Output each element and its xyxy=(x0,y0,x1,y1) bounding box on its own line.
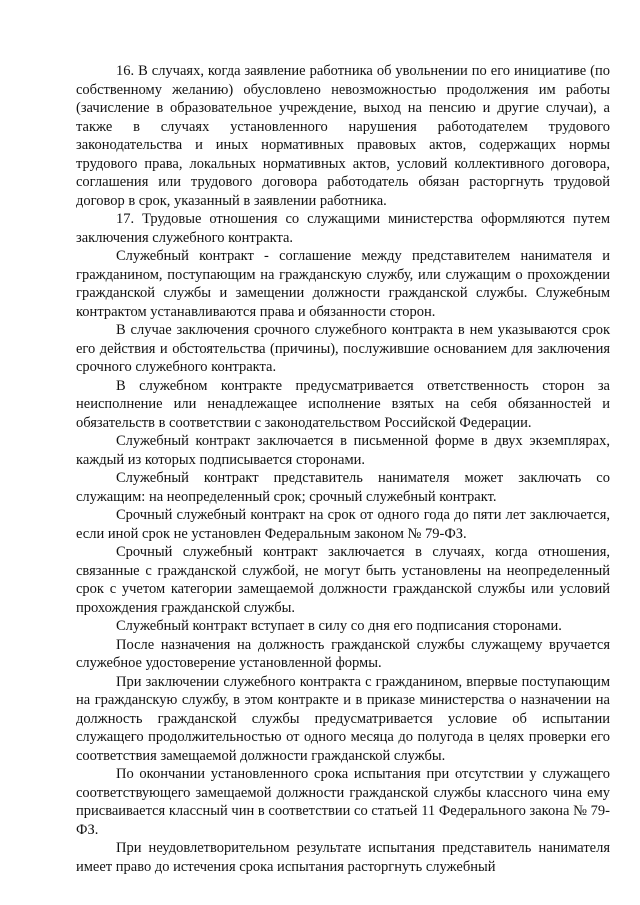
paragraph-probation: При заключении служебного контракта с гражданином, впервые поступающим на гражданскую службу, в этом контракте и в приказе министерства о назначении на должность гражданской службы предусматривается условие об испытании служащего продолжительностью от одного месяца до полугода в целях проверки его соответствия замещаемой должности гражданской службы. xyxy=(76,673,610,764)
paragraph-contract-types: Служебный контракт представитель нанимателя может заключать со служащим: на неопределенный срок; срочный служебный контракт. xyxy=(76,470,610,505)
paragraph-17: 17. Трудовые отношения со служащими министерства оформляются путем заключения служебного контракта. xyxy=(76,211,610,246)
paragraph-16: 16. В случаях, когда заявление работника об увольнении по его инициативе (по собственному желанию) обусловлено невозможностью продолжения им работы (зачисление в образовательное учреждение, выход на пенсию и другие случаи), а также в случаях установленного нарушения работодателем трудового законодательства и иных нормативных правовых актов, содержащих нормы трудового права, локальных нормативных актов, условий коллективного договора, соглашения или трудового договора работодатель обязан расторгнуть трудовой договор в срок, указанный в заявлении работника. xyxy=(76,63,610,209)
paragraph-class-rank: По окончании установленного срока испытания при отсутствии у служащего соответствующего замещаемой должности гражданской службы классного чина ему присваивается классный чин в соответствии со статьей 11 Федерального закона № 79-ФЗ. xyxy=(76,766,610,838)
paragraph-id-card: После назначения на должность гражданской службы служащему вручается служебное удостоверение установленной формы. xyxy=(76,636,610,671)
paragraph-fixed-term: В случае заключения срочного служебного контракта в нем указываются срок его действия и обстоятельства (причины), послужившие основанием для заключения срочного служебного контракта. xyxy=(76,322,610,375)
paragraph-unsatisfactory-result: При неудовлетворительном результате испытания представитель нанимателя имеет право до истечения срока испытания расторгнуть служебный xyxy=(76,840,610,875)
paragraph-effective-date: Служебный контракт вступает в силу со дня его подписания сторонами. xyxy=(116,618,562,634)
paragraph-fixed-term-duration: Срочный служебный контракт на срок от одного года до пяти лет заключается, если иной срок не установлен Федеральным законом № 79-ФЗ. xyxy=(76,507,610,542)
paragraph-written-form: Служебный контракт заключается в письменной форме в двух экземплярах, каждый из которых подписывается сторонами. xyxy=(76,433,610,468)
document-page xyxy=(76,62,610,876)
paragraph-responsibility: В служебном контракте предусматривается ответственность сторон за неисполнение или ненадлежащее исполнение взятых на себя обязанностей и обязательств в соответствии с законодательством Российской Федерации. xyxy=(76,377,610,431)
paragraph-contract-definition: Служебный контракт - соглашение между представителем нанимателя и гражданином, поступающим на гражданскую службу, или служащим о прохождении гражданской службы и замещении должности гражданской службы. Служебным контрактом устанавливаются права и обязанности сторон. xyxy=(76,248,610,320)
paragraph-fixed-term-cases: Срочный служебный контракт заключается в случаях, когда отношения, связанные с гражданской службой, не могут быть установлены на неопределенный срок с учетом категории замещаемой должности гражданской службы или условий прохождения гражданской службы. xyxy=(76,544,610,616)
